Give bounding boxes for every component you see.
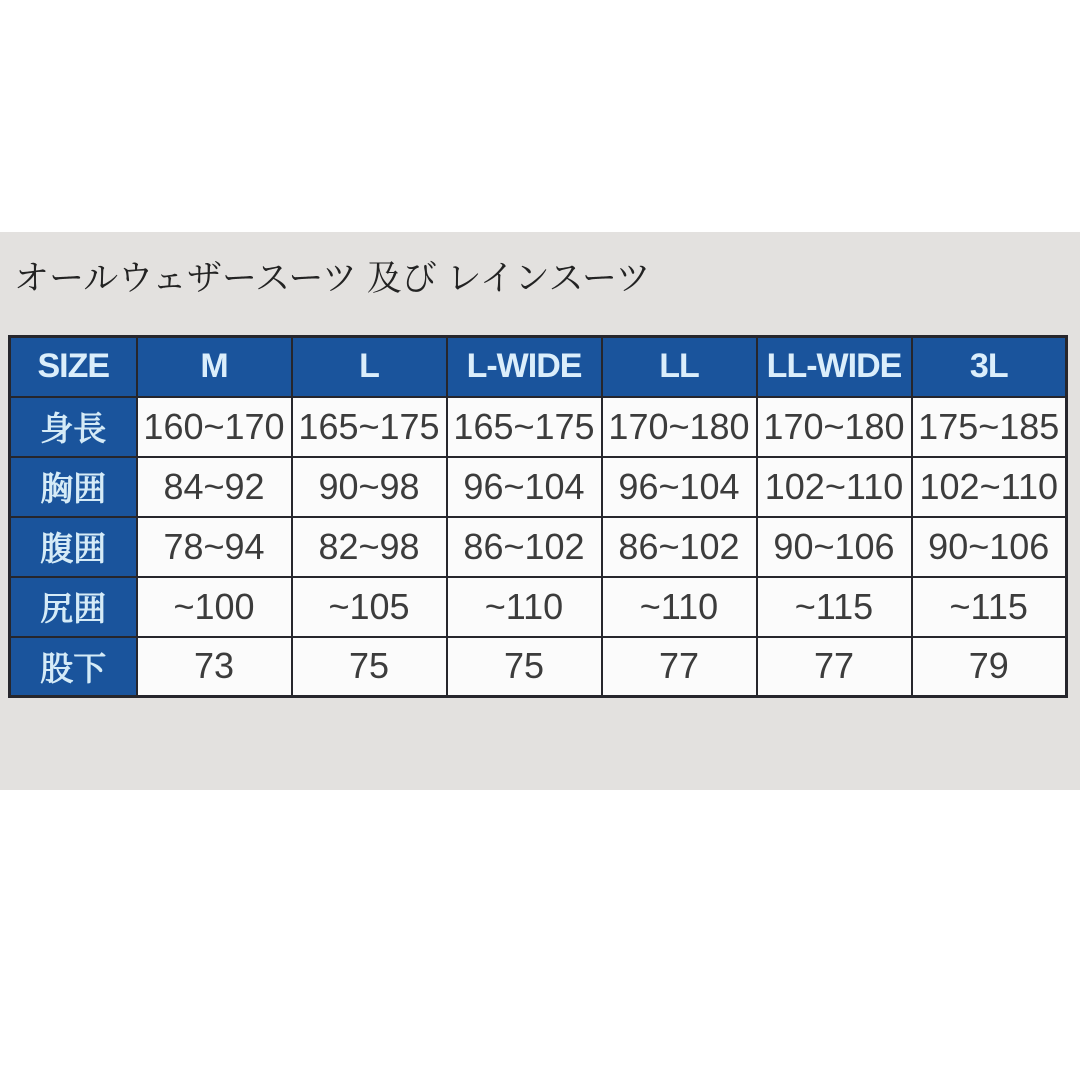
header-cell-ll-wide: LL-WIDE: [757, 337, 912, 397]
cell: 73: [137, 637, 292, 697]
cell: 77: [757, 637, 912, 697]
cell: 165~175: [292, 397, 447, 457]
header-cell-l-wide: L-WIDE: [447, 337, 602, 397]
cell: ~110: [602, 577, 757, 637]
cell: 165~175: [447, 397, 602, 457]
cell: ~100: [137, 577, 292, 637]
cell: 75: [292, 637, 447, 697]
size-table: [8, 335, 1068, 698]
cell: ~105: [292, 577, 447, 637]
cell: 96~104: [447, 457, 602, 517]
cell: 90~98: [292, 457, 447, 517]
header-cell-size: SIZE: [10, 337, 137, 397]
header-cell-3l: 3L: [912, 337, 1067, 397]
cell: 86~102: [602, 517, 757, 577]
cell: 82~98: [292, 517, 447, 577]
size-chart-title: オールウェザースーツ 及び レインスーツ: [14, 259, 651, 298]
cell: 170~180: [757, 397, 912, 457]
cell: 86~102: [447, 517, 602, 577]
row-label-height: 身長: [10, 397, 137, 457]
header-cell-ll: LL: [602, 337, 757, 397]
cell: 102~110: [757, 457, 912, 517]
header-cell-l: L: [292, 337, 447, 397]
row-inseam: [10, 637, 1067, 697]
row-hip: [10, 577, 1067, 637]
row-waist: [10, 517, 1067, 577]
cell: 79: [912, 637, 1067, 697]
cell: 84~92: [137, 457, 292, 517]
row-label-hip: 尻囲: [10, 577, 137, 637]
cell: 77: [602, 637, 757, 697]
size-chart-panel: [0, 232, 1080, 790]
cell: ~110: [447, 577, 602, 637]
cell: 96~104: [602, 457, 757, 517]
cell: 78~94: [137, 517, 292, 577]
row-label-inseam: 股下: [10, 637, 137, 697]
cell: 170~180: [602, 397, 757, 457]
row-chest: [10, 457, 1067, 517]
cell: 75: [447, 637, 602, 697]
row-label-chest: 胸囲: [10, 457, 137, 517]
cell: 175~185: [912, 397, 1067, 457]
cell: 102~110: [912, 457, 1067, 517]
cell: 90~106: [757, 517, 912, 577]
cell: 90~106: [912, 517, 1067, 577]
row-height: [10, 397, 1067, 457]
cell: ~115: [912, 577, 1067, 637]
cell: ~115: [757, 577, 912, 637]
size-table-header-row: [10, 337, 1067, 397]
row-label-waist: 腹囲: [10, 517, 137, 577]
cell: 160~170: [137, 397, 292, 457]
header-cell-m: M: [137, 337, 292, 397]
